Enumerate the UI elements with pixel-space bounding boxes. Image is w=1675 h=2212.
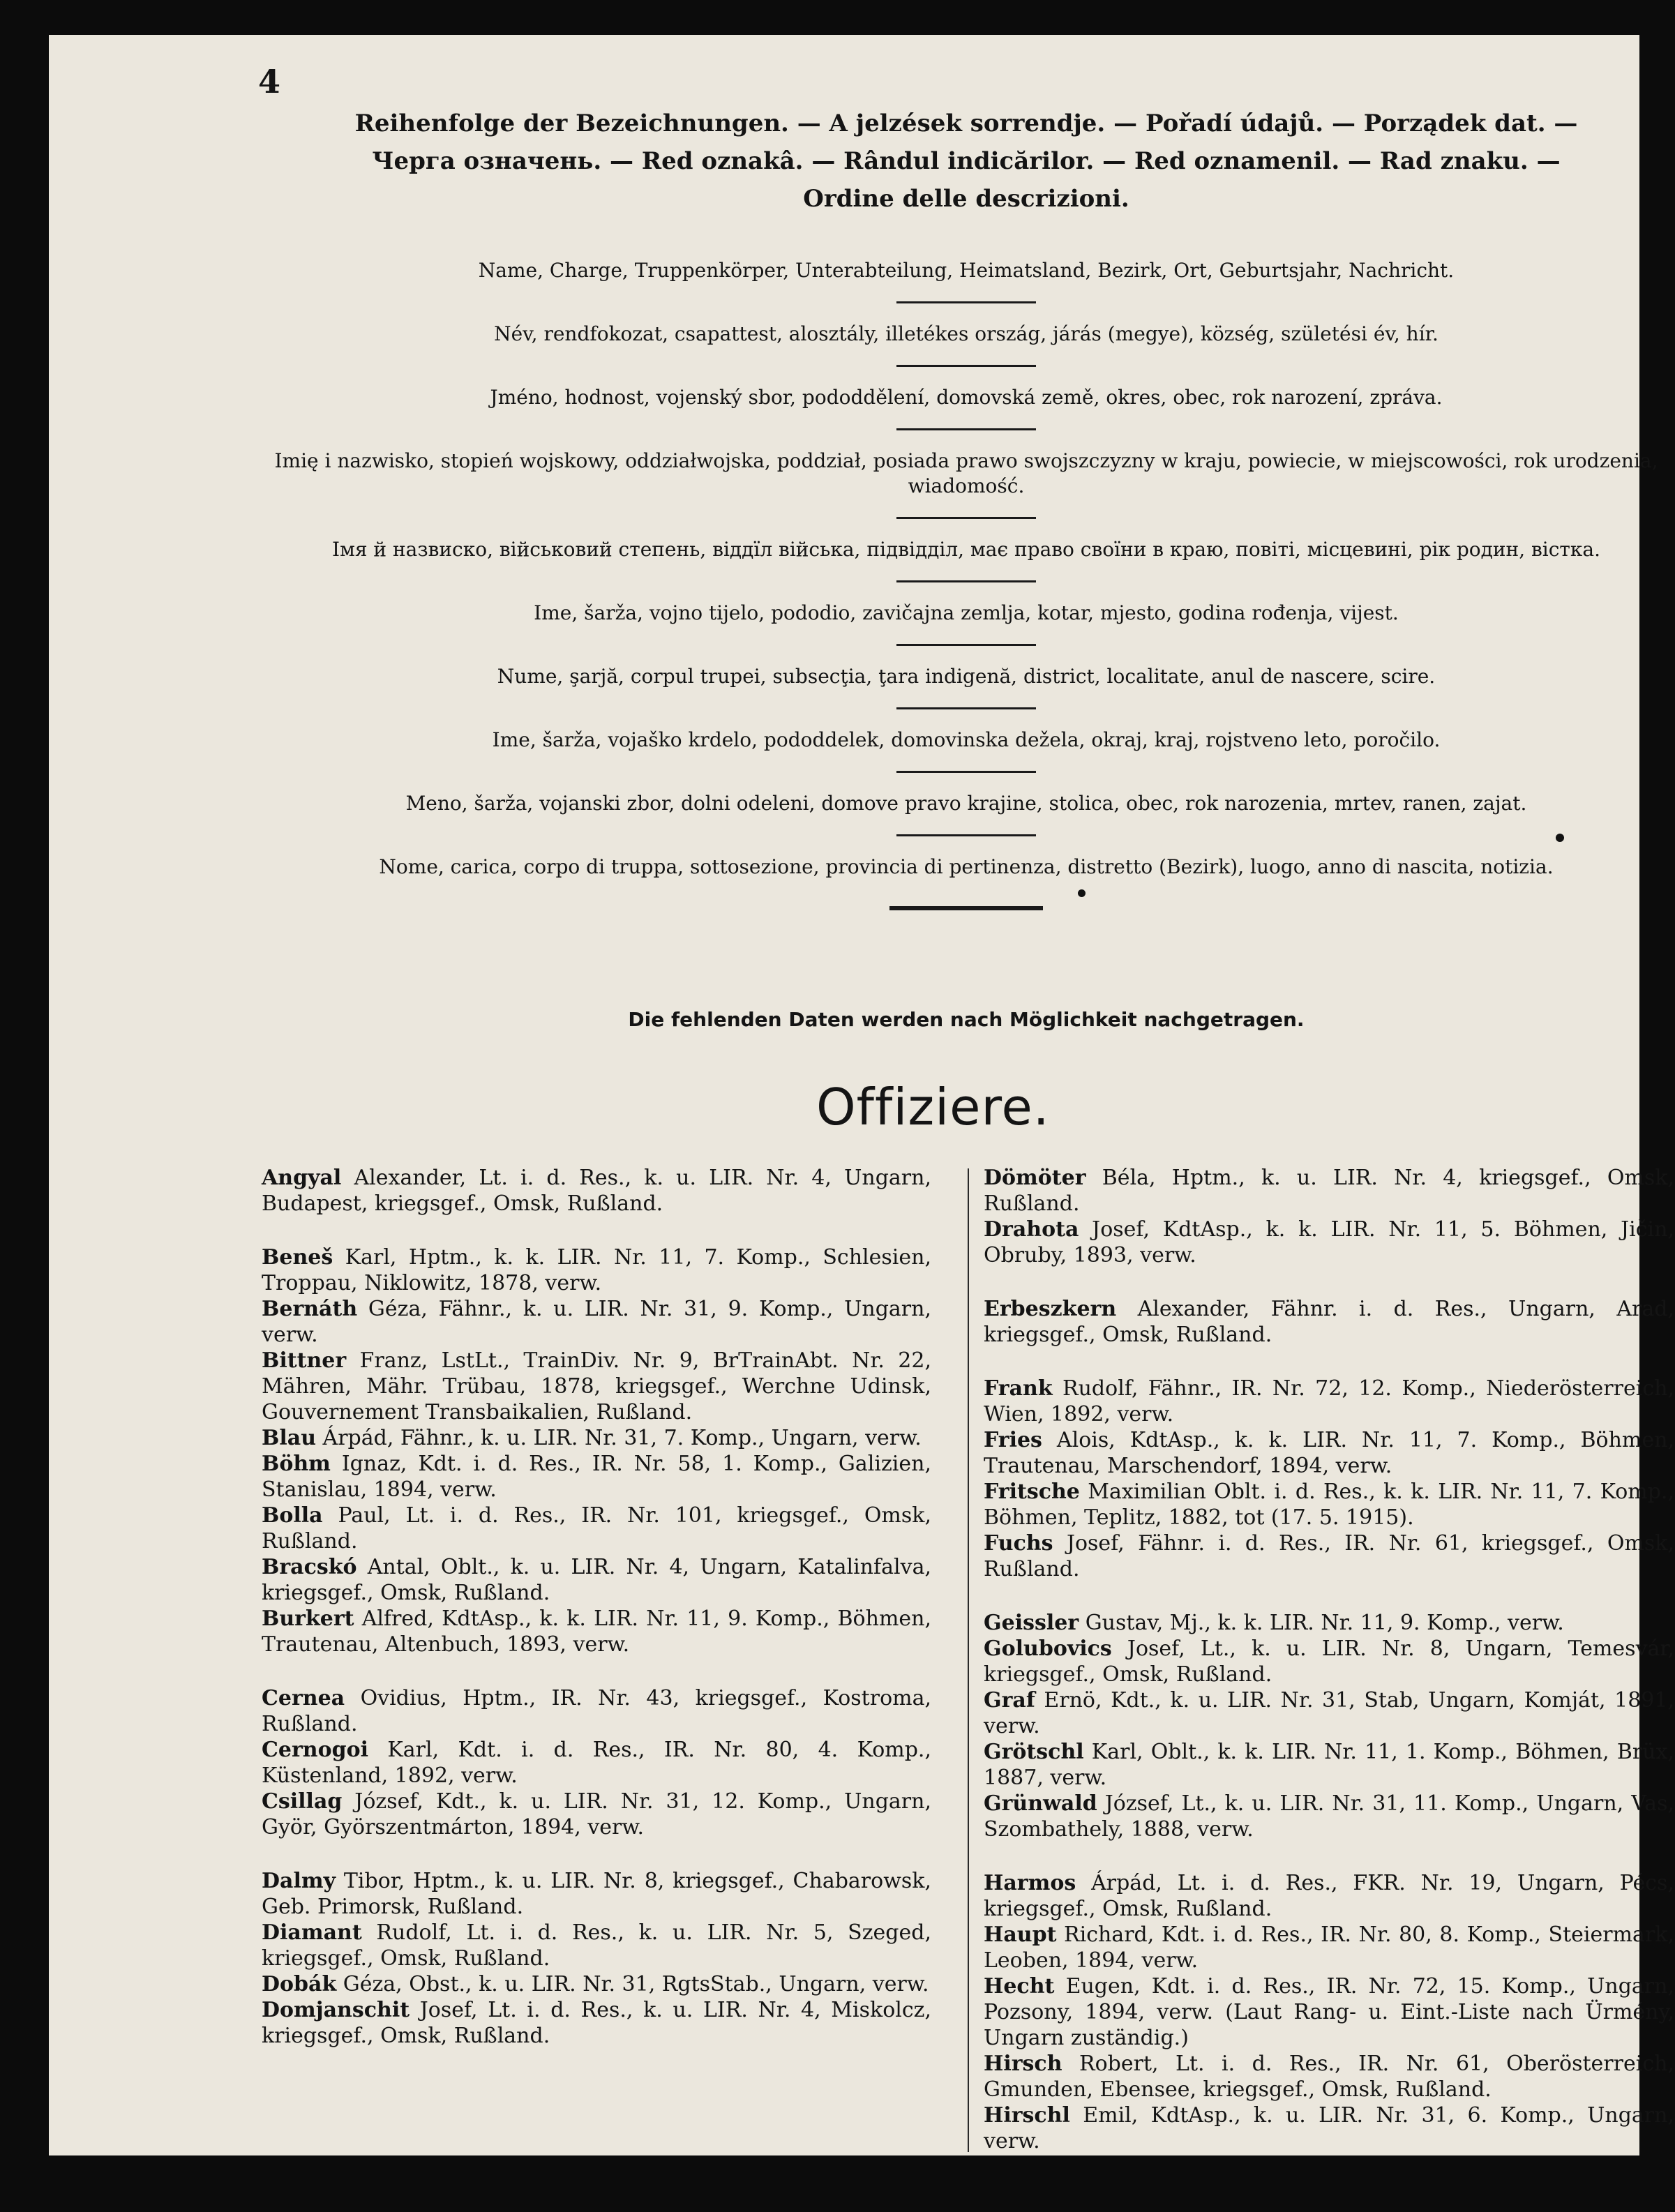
ink-spot bbox=[1078, 889, 1086, 897]
ink-spot bbox=[1556, 834, 1564, 842]
officer-entry bbox=[262, 1451, 931, 1503]
header-line: Ordine delle descrizioni. bbox=[803, 185, 1129, 213]
officer-surname: Frank bbox=[984, 1376, 1053, 1401]
officer-surname: Grötschl bbox=[984, 1740, 1084, 1764]
divider-rule bbox=[896, 771, 1036, 773]
officer-entry bbox=[984, 1922, 1674, 1973]
officer-surname: Hecht bbox=[984, 1974, 1055, 1999]
order-line: Jméno, hodnost, vojenský sbor, pododdělení, domovská země, okres, obec, rok narození, zpráva. bbox=[490, 386, 1443, 409]
officer-entry bbox=[262, 1920, 931, 1971]
officer-details: Rudolf, Lt. i. d. Res., k. u. LIR. Nr. 5, Szeged, kriegsgef., Omsk, Rußland. bbox=[262, 1920, 931, 1971]
header-line: Черга означень. — Red oznakâ. — Rândul indicărilor. — Red oznamenil. — Rad znaku. — bbox=[372, 147, 1561, 175]
officer-surname: Bolla bbox=[262, 1503, 323, 1528]
officer-surname: Burkert bbox=[262, 1607, 354, 1631]
officer-entry bbox=[262, 1971, 931, 1997]
officer-details: Alexander, Fähnr. i. d. Res., Ungarn, Arad, kriegsgef., Omsk, Rußland. bbox=[984, 1297, 1674, 1347]
order-line: Name, Charge, Truppenkörper, Unterabteilung, Heimatsland, Bezirk, Ort, Geburtsjahr, Nachricht. bbox=[478, 259, 1455, 282]
officer-entry bbox=[984, 1479, 1674, 1530]
order-line: Nome, carica, corpo di truppa, sottosezione, provincia di pertinenza, distretto (Bezirk), luogo, anno di nascita, notizia. bbox=[379, 855, 1554, 878]
officer-surname: Fritsche bbox=[984, 1480, 1080, 1504]
officer-details: Paul, Lt. i. d. Res., IR. Nr. 101, kriegsgef., Omsk, Rußland. bbox=[262, 1503, 931, 1553]
officer-surname: Cernea bbox=[262, 1686, 345, 1710]
officer-surname: Harmos bbox=[984, 1871, 1076, 1895]
officer-surname: Cernogoi bbox=[262, 1738, 368, 1762]
officer-details: Karl, Kdt. i. d. Res., IR. Nr. 80, 4. Komp., Küstenland, 1892, verw. bbox=[262, 1738, 931, 1788]
officer-details: Josef, Fähnr. i. d. Res., IR. Nr. 61, kriegsgef., Omsk, Rußland. bbox=[984, 1531, 1674, 1581]
officer-details: Rudolf, Fähnr., IR. Nr. 72, 12. Komp., Niederösterreich, Wien, 1892, verw. bbox=[984, 1376, 1674, 1427]
officer-details: Gustav, Mj., k. k. LIR. Nr. 11, 9. Komp., verw. bbox=[1079, 1611, 1564, 1635]
officer-details: Alexander, Lt. i. d. Res., k. u. LIR. Nr. 4, Ungarn, Budapest, kriegsgef., Omsk, Rußland. bbox=[262, 1166, 931, 1216]
officer-details: Antal, Oblt., k. u. LIR. Nr. 4, Ungarn, Katalinfalva, kriegsgef., Omsk, Rußland. bbox=[262, 1555, 931, 1605]
divider-rule bbox=[896, 644, 1036, 646]
divider-rule bbox=[896, 517, 1036, 519]
order-line: Ime, šarža, vojaško krdelo, pododdelek, domovinska dežela, okraj, kraj, rojstveno leto, poročilo. bbox=[492, 728, 1441, 751]
divider-rule bbox=[896, 707, 1036, 709]
officer-details: Ernö, Kdt., k. u. LIR. Nr. 31, Stab, Ungarn, Komját, 1891, verw. bbox=[984, 1688, 1674, 1738]
officer-details: Tibor, Hptm., k. u. LIR. Nr. 8, kriegsgef., Chabarowsk, Geb. Primorsk, Rußland. bbox=[262, 1869, 931, 1919]
officer-details: Géza, Obst., k. u. LIR. Nr. 31, RgtsStab., Ungarn, verw. bbox=[336, 1972, 929, 1996]
officer-entry bbox=[262, 1296, 931, 1348]
header-line: Reihenfolge der Bezeichnungen. — A jelzések sorrendje. — Pořadí údajů. — Porządek dat. — bbox=[354, 110, 1578, 137]
officer-entry bbox=[984, 1973, 1674, 2051]
section-divider-rule bbox=[889, 906, 1043, 910]
divider-rule bbox=[896, 834, 1036, 836]
officer-details: Árpád, Lt. i. d. Res., FKR. Nr. 19, Ungarn, Pécs, kriegsgef., Omsk, Rußland. bbox=[984, 1871, 1674, 1921]
officer-details: Béla, Hptm., k. u. LIR. Nr. 4, kriegsgef., Omsk, Rußland. bbox=[984, 1166, 1674, 1216]
officer-details: Maximilian Oblt. i. d. Res., k. k. LIR. Nr. 11, 7. Komp., Böhmen, Teplitz, 1882, tot (17. 5. 1915). bbox=[984, 1480, 1674, 1530]
officer-entry bbox=[262, 1165, 931, 1217]
officer-surname: Bernáth bbox=[262, 1297, 358, 1321]
officer-surname: Angyal bbox=[262, 1166, 342, 1190]
officer-entry bbox=[262, 1425, 931, 1451]
officer-details: Josef, Lt. i. d. Res., k. u. LIR. Nr. 4, Miskolcz, kriegsgef., Omsk, Rußland. bbox=[262, 1998, 931, 2048]
officer-surname: Dömöter bbox=[984, 1166, 1086, 1190]
officer-entry bbox=[262, 1685, 931, 1737]
officer-entry bbox=[984, 1217, 1674, 1268]
officer-details: Josef, KdtAsp., k. k. LIR. Nr. 11, 5. Böhmen, Jičin, Obruby, 1893, verw. bbox=[984, 1217, 1674, 1267]
order-of-fields-list bbox=[258, 258, 1674, 910]
officer-details: Franz, LstLt., TrainDiv. Nr. 9, BrTrainAbt. Nr. 22, Mähren, Mähr. Trübau, 1878, kriegsgef., Werchne Udinsk, Gouvernement Transbaikalien, Rußland. bbox=[262, 1348, 931, 1424]
officer-entry bbox=[262, 1737, 931, 1789]
officer-surname: Hirschl bbox=[984, 2103, 1070, 2128]
officer-surname: Domjanschit bbox=[262, 1998, 410, 2022]
officer-entry bbox=[984, 1376, 1674, 1427]
officer-entry bbox=[984, 1427, 1674, 1479]
officer-surname: Blau bbox=[262, 1426, 317, 1450]
officer-entry bbox=[984, 1791, 1674, 1842]
officer-surname: Fries bbox=[984, 1428, 1042, 1452]
officer-entry bbox=[984, 1636, 1674, 1687]
officer-surname: Diamant bbox=[262, 1920, 362, 1945]
officer-entry bbox=[262, 1868, 931, 1920]
officer-surname: Bittner bbox=[262, 1348, 347, 1373]
officer-details: Alois, KdtAsp., k. k. LIR. Nr. 11, 7. Komp., Böhmen, Trautenau, Marschendorf, 1894, verw. bbox=[984, 1428, 1674, 1478]
officer-entry bbox=[262, 1348, 931, 1425]
officer-entry bbox=[262, 1606, 931, 1657]
officer-surname: Geissler bbox=[984, 1611, 1079, 1635]
officer-details: Ovidius, Hptm., IR. Nr. 43, kriegsgef., Kostroma, Rußland. bbox=[262, 1686, 931, 1736]
officer-surname: Beneš bbox=[262, 1245, 333, 1270]
right-column bbox=[984, 1165, 1674, 2154]
officer-entry bbox=[984, 1870, 1674, 1922]
officer-entry bbox=[984, 2051, 1674, 2102]
divider-rule bbox=[896, 301, 1036, 303]
officer-entry bbox=[262, 1503, 931, 1554]
officer-surname: Drahota bbox=[984, 1217, 1079, 1242]
order-line: Név, rendfokozat, csapattest, alosztály, illetékes ország, járás (megye), község, születési év, hír. bbox=[494, 322, 1439, 345]
officer-details: József, Lt., k. u. LIR. Nr. 31, 11. Komp., Ungarn, Vas, Szombathely, 1888, verw. bbox=[984, 1791, 1674, 1842]
order-line: Imię i nazwisko, stopień wojskowy, oddziałwojska, poddział, posiada prawo swojszczyzny w kraju, powiecie, w miejscowości, rok urodzenia, wiadomość. bbox=[274, 449, 1658, 497]
officer-surname: Hirsch bbox=[984, 2052, 1062, 2076]
officer-details: Robert, Lt. i. d. Res., IR. Nr. 61, Oberösterreich, Gmunden, Ebensee, kriegsgef., Omsk, Rußland. bbox=[984, 2052, 1674, 2102]
officer-details: Karl, Oblt., k. k. LIR. Nr. 11, 1. Komp., Böhmen, Brüx, 1887, verw. bbox=[984, 1740, 1674, 1790]
left-column bbox=[262, 1165, 931, 2049]
officer-details: Eugen, Kdt. i. d. Res., IR. Nr. 72, 15. Komp., Ungarn, Pozsony, 1894, verw. (Laut Rang- u. Eint.-Liste nach Ürmény, Ungarn zuständig.) bbox=[984, 1974, 1674, 2050]
officer-entry bbox=[262, 1789, 931, 1840]
divider-rule bbox=[896, 428, 1036, 430]
officer-details: Emil, KdtAsp., k. u. LIR. Nr. 31, 6. Komp., Ungarn, verw. bbox=[984, 2103, 1674, 2153]
officer-surname: Graf bbox=[984, 1688, 1035, 1713]
officer-entry bbox=[984, 1739, 1674, 1791]
officer-entry bbox=[262, 1554, 931, 1606]
officer-entry bbox=[984, 1610, 1674, 1636]
scanned-page bbox=[49, 35, 1674, 2155]
officer-surname: Dobák bbox=[262, 1972, 337, 1996]
officer-details: Árpád, Fähnr., k. u. LIR. Nr. 31, 7. Komp., Ungarn, verw. bbox=[316, 1426, 922, 1450]
divider-rule bbox=[896, 580, 1036, 582]
order-line: Nume, şarjă, corpul trupei, subsecţia, ţara indigenă, district, localitate, anul de nascere, scire. bbox=[497, 665, 1436, 688]
officer-surname: Csillag bbox=[262, 1789, 343, 1814]
officer-details: Richard, Kdt. i. d. Res., IR. Nr. 80, 8. Komp., Steiermark, Leoben, 1894, verw. bbox=[984, 1923, 1674, 1973]
officer-surname: Fuchs bbox=[984, 1531, 1053, 1556]
page-number: 4 bbox=[258, 63, 281, 100]
officer-entry bbox=[984, 1165, 1674, 1217]
officer-entry bbox=[984, 1296, 1674, 1348]
officer-surname: Grünwald bbox=[984, 1791, 1097, 1816]
divider-rule bbox=[896, 365, 1036, 367]
order-line: Meno, šarža, vojanski zbor, dolni odeleni, domove pravo krajine, stolica, obec, rok narozenia, mrtev, ranen, zajat. bbox=[405, 792, 1527, 815]
officer-surname: Erbeszkern bbox=[984, 1297, 1117, 1321]
officer-entry bbox=[984, 1530, 1674, 1582]
header-block bbox=[258, 105, 1674, 218]
officer-surname: Dalmy bbox=[262, 1869, 336, 1893]
column-divider bbox=[968, 1168, 969, 2152]
officer-surname: Golubovics bbox=[984, 1637, 1112, 1661]
order-line: Імя й назвиско, військовий степень, віддїл війська, підвідділ, має право своїни в краю, повіті, місцевині, рік родин, вістка. bbox=[332, 538, 1600, 561]
officer-details: Josef, Lt., k. u. LIR. Nr. 8, Ungarn, Temesvár, kriegsgef., Omsk, Rußland. bbox=[984, 1637, 1674, 1687]
officer-details: József, Kdt., k. u. LIR. Nr. 31, 12. Komp., Ungarn, Györ, Györszentmárton, 1894, verw. bbox=[262, 1789, 931, 1839]
officer-surname: Haupt bbox=[984, 1923, 1057, 1947]
officer-entry bbox=[984, 2102, 1674, 2154]
officer-details: Alfred, KdtAsp., k. k. LIR. Nr. 11, 9. Komp., Böhmen, Trautenau, Altenbuch, 1893, verw. bbox=[262, 1607, 931, 1657]
officer-surname: Bracskó bbox=[262, 1555, 357, 1579]
section-title: Offiziere. bbox=[816, 1078, 1050, 1136]
officer-entry bbox=[262, 1244, 931, 1296]
order-line: Ime, šarža, vojno tijelo, pododio, zavičajna zemlja, kotar, mjesto, godina rođenja, vijest. bbox=[534, 601, 1399, 624]
officer-entry bbox=[262, 1997, 931, 2049]
officer-entry bbox=[984, 1687, 1674, 1739]
officer-details: Géza, Fähnr., k. u. LIR. Nr. 31, 9. Komp., Ungarn, verw. bbox=[262, 1297, 931, 1347]
officer-surname: Böhm bbox=[262, 1452, 331, 1476]
officer-details: Ignaz, Kdt. i. d. Res., IR. Nr. 58, 1. Komp., Galizien, Stanislau, 1894, verw. bbox=[262, 1452, 931, 1502]
officer-details: Karl, Hptm., k. k. LIR. Nr. 11, 7. Komp., Schlesien, Troppau, Niklowitz, 1878, verw. bbox=[262, 1245, 931, 1295]
missing-data-note: Die fehlenden Daten werden nach Möglichkeit nachgetragen. bbox=[628, 1008, 1305, 1031]
